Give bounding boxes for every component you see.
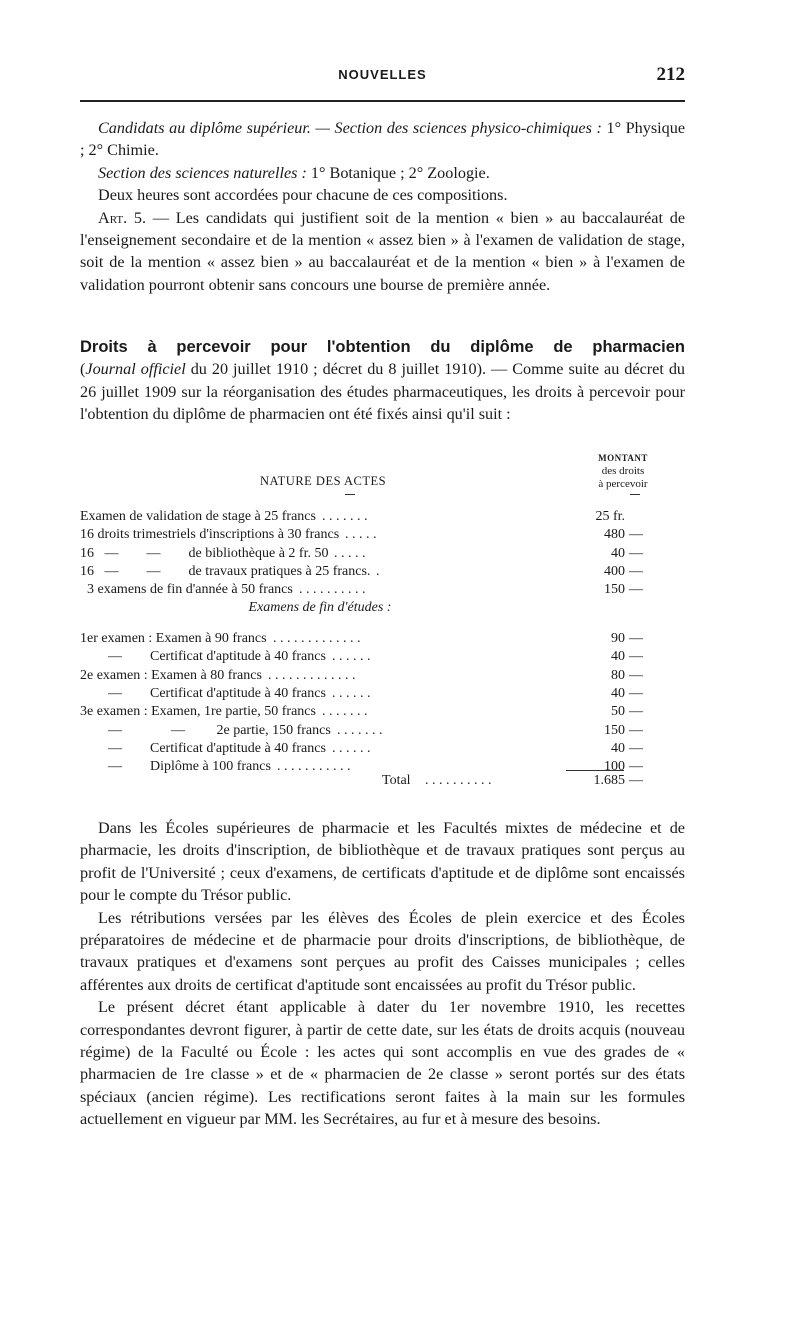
closing-paragraph-2: Les rétributions versées par les élèves des Écoles de plein exercice et des Écoles préparatoires de médecine et de pharmacie pour droits d'inscriptions, de bibliothèque, de travaux pratiques et d'examens sont perçues au profit des Caisses municipales ; celles afférentes aux droits de certificat d'aptitude sont encaissées au profit du Trésor public. xyxy=(80,908,685,994)
running-title: NOUVELLES xyxy=(338,67,427,82)
row-label: 3e examen : Examen, 1re partie, 50 francs xyxy=(80,704,316,720)
row-leader-dots: . . . . . . xyxy=(332,685,371,701)
row-label: 16 — — de travaux pratiques à 25 francs. xyxy=(80,563,371,579)
row-amount: 150 xyxy=(604,582,625,598)
row-dash: — xyxy=(629,685,643,701)
section-heading-block xyxy=(80,336,685,426)
row-amount: 40 xyxy=(611,740,625,756)
row-dash: — xyxy=(629,527,643,543)
section-intro-text: du 20 juillet 1910 ; décret du 8 juillet 1910). — Comme suite au décret du 26 juillet 1909 sur la réorganisation des études pharmaceutiques, les droits à percevoir pour l'obtention du diplôme de pharmacien ont été fixés ainsi qu'il suit : xyxy=(80,360,686,424)
row-label: — Certificat d'aptitude à 40 francs xyxy=(80,685,326,701)
intro-p2-italic: Section des sciences naturelles : xyxy=(98,163,307,182)
row-dash: — xyxy=(629,649,643,665)
page-header xyxy=(80,64,685,88)
montant-label: MONTANT xyxy=(598,453,648,463)
table-row xyxy=(80,581,685,599)
journal-name: Journal officiel xyxy=(85,360,186,379)
section-title: Droits à percevoir pour l'obtention du diplôme de pharmacien xyxy=(80,338,685,356)
page-number: 212 xyxy=(656,64,685,85)
row-amount: 400 xyxy=(604,563,625,579)
article-label: Art. xyxy=(98,208,128,227)
row-amount: 40 xyxy=(611,685,625,701)
total-label: Total xyxy=(382,773,411,788)
row-leader-dots: . . . . . . . xyxy=(322,509,368,524)
row-leader-dots: . . . . . . xyxy=(332,649,371,665)
table-row xyxy=(80,722,685,740)
row-label: Examen de validation de stage à 25 francs xyxy=(80,509,316,524)
des-droits-label: des droits xyxy=(601,465,645,477)
row-amount: 480 xyxy=(604,527,625,543)
intro-paragraph-2 xyxy=(80,162,685,184)
row-leader-dots: . . . . . . . . . . . . . xyxy=(268,667,356,683)
row-leader-dots: . . . . . xyxy=(345,527,377,543)
row-dash: — xyxy=(629,667,643,683)
row-leader-dots: . . . . . . . xyxy=(337,722,383,738)
row-amount: 80 xyxy=(611,667,625,683)
intro-section xyxy=(80,117,685,296)
table-row xyxy=(80,685,685,703)
row-amount: 100 xyxy=(604,759,625,775)
row-leader-dots: . . . . . . xyxy=(332,740,371,756)
row-amount: 150 xyxy=(604,722,625,738)
table-row xyxy=(80,648,685,666)
row-leader-dots: . . . . . . . . . . . xyxy=(277,759,351,775)
closing-paragraph-3: Le présent décret étant applicable à dater du 1er novembre 1910, les recettes correspondantes devront figurer, à partir de cette date, sur les états de droits acquis (nouveau régime) de la Faculté ou École : les actes qui sont accomplis en vue des grades de « pharmacien de 1re classe » et de « pharmacien de 2e classe » seront portés sur des états spéciaux (ancien régime). Les rectifications seront faites à la main sur les formules actuellement en vigueur par MM. les Secrétaires, au fur et à mesure des besoins. xyxy=(80,998,685,1129)
exam-subheading: Examens de fin d'études : xyxy=(248,600,392,615)
table-row xyxy=(80,526,685,544)
intro-paragraph-1 xyxy=(80,117,685,162)
section-intro-paragraph: (Journal officiel du 20 juillet 1910 ; décret du 8 juillet 1910). — Comme suite au décret du 26 juillet 1909 sur la réorganisation des études pharmaceutiques, les droits à percevoir pour l'obtention du diplôme de pharmacien ont été fixés ainsi qu'il suit : xyxy=(80,360,686,424)
row-dash: — xyxy=(629,545,643,561)
row-label: 2e examen : Examen à 80 francs xyxy=(80,667,262,683)
row-leader-dots: . xyxy=(376,563,380,579)
column-header-montant xyxy=(573,452,673,491)
row-amount: 90 xyxy=(611,631,625,646)
intro-p2-rest: 1° Botanique ; 2° Zoologie. xyxy=(310,163,490,182)
row-dash: — xyxy=(629,704,643,720)
total-dots: . . . . . . . . . . xyxy=(425,773,492,788)
row-amount: 25 fr. xyxy=(595,509,625,524)
total-dash: — xyxy=(629,773,643,788)
row-dash: — xyxy=(629,722,643,738)
row-dash: — xyxy=(629,582,643,598)
row-label: — Diplôme à 100 francs xyxy=(80,759,271,775)
row-leader-dots: . . . . . . . . . . . . . xyxy=(273,631,361,646)
row-label: — — 2e partie, 150 francs xyxy=(80,722,331,738)
table-row xyxy=(80,740,685,758)
table-row xyxy=(80,630,685,648)
total-amount: 1.685 xyxy=(593,773,625,788)
table-row xyxy=(80,703,685,721)
row-dash: — xyxy=(629,631,643,646)
column-header-nature: NATURE DES ACTES xyxy=(260,474,387,488)
table-row xyxy=(80,667,685,685)
row-label: 3 examens de fin d'année à 50 francs xyxy=(80,582,293,598)
row-label: 16 droits trimestriels d'inscriptions à 30 francs xyxy=(80,527,340,543)
row-label: — Certificat d'aptitude à 40 francs xyxy=(80,740,326,756)
row-amount: 40 xyxy=(611,649,625,665)
row-dash: — xyxy=(629,759,643,775)
row-leader-dots: . . . . . xyxy=(334,545,366,561)
total-row xyxy=(80,772,685,790)
closing-paragraph-1: Dans les Écoles supérieures de pharmacie et les Facultés mixtes de médecine et de pharmacie, les droits d'inscription, de bibliothèque et de travaux pratiques sont perçus au profit de l'Université ; ceux d'examens, de certificats d'aptitude et de diplôme sont encaissés pour le compte du Trésor public. xyxy=(80,819,685,905)
row-amount: 40 xyxy=(611,545,625,561)
table-row xyxy=(80,508,685,526)
header-dash-right xyxy=(630,494,640,495)
header-rule xyxy=(80,100,685,102)
row-leader-dots: . . . . . . . xyxy=(322,704,368,720)
intro-paragraph-4 xyxy=(80,207,685,297)
table-row xyxy=(80,545,685,563)
intro-paragraph-3: Deux heures sont accordées pour chacune de ces compositions. xyxy=(98,186,508,205)
row-label: 1er examen : Examen à 90 francs xyxy=(80,631,267,646)
row-label: — Certificat d'aptitude à 40 francs xyxy=(80,649,326,665)
row-dash: — xyxy=(629,740,643,756)
closing-section xyxy=(80,817,685,1131)
row-label: 16 — — de bibliothèque à 2 fr. 50 xyxy=(80,545,329,561)
row-dash: — xyxy=(629,563,643,579)
total-rule xyxy=(566,770,624,771)
intro-p1-italic: Candidats au diplôme supérieur. — Section des sciences physico-chimiques : xyxy=(98,119,602,137)
table-row xyxy=(80,563,685,581)
row-leader-dots: . . . . . . . . . . xyxy=(299,582,366,598)
intro-p4-text: 5. — Les candidats qui justifient soit de la mention « bien » au baccalauréat de l'enseignement secondaire et de la mention « assez bien » à l'examen de validation de stage, soit de la mention « assez bien » au baccalauréat et de la mention « bien » à l'examen de validation pourront obtenir sans concours une bourse de première année. xyxy=(80,208,685,294)
header-dash-left xyxy=(345,494,355,495)
intro-p1-rest: 1° Physique ; 2° Chimie. xyxy=(80,119,685,160)
row-amount: 50 xyxy=(611,704,625,720)
a-percevoir-label: à percevoir xyxy=(598,478,648,490)
